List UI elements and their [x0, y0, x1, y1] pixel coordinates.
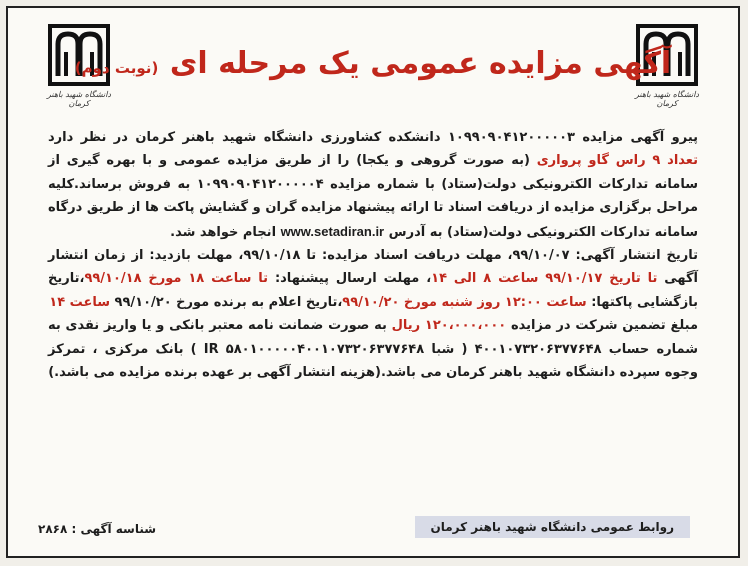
dates-opening-time: ساعت ۱۲:۰۰ روز شنبه مورخ ۹۹/۱۰/۲۰ [342, 294, 587, 310]
intro-details: (به صورت گروهی و یکجا) را از طریق مزایده عمومی و با بهره گیری از سامانه تدارکات الکترونیکی دولت(ستاد) با شماره مزایده ۱۰۹۹۰۹۰۴۱۲۰۰۰۰۰۴ به فروش برساند.کلیه مراحل برگزاری مزایده از دریافت اسناد تا ارائه پیشنهاد مزایده گران و گشایش پاکت ها از طریق درگاه سامانه تدارکات الکترونیکی دولت(ستاد) به آدرس [48, 153, 699, 240]
dates-visit-time: تا تاریخ ۹۹/۱۰/۱۷ ساعت ۸ الی ۱۴ [431, 271, 658, 287]
intro-text: پیرو آگهی مزایده ۱۰۹۹۰۹۰۴۱۲۰۰۰۰۰۳ دانشکده کشاورزی دانشگاه شهید باهنر کرمان در نظر دارد [48, 130, 699, 145]
dates-announce-label: ،تاریخ اعلام به برنده مورخ ۹۹/۱۰/۲۰ [114, 294, 343, 310]
setad-url-link[interactable]: www.setadiran.ir [280, 223, 385, 239]
page-title [8, 46, 738, 81]
dates-announce-time: ساعت ۱۴ [49, 294, 110, 310]
advertisement-frame [6, 6, 740, 558]
dates-offer-deadline: تا ساعت ۱۸ مورخ ۹۹/۱۰/۱۸ [84, 271, 269, 287]
intro-highlight: تعداد ۹ راس گاو پرواری [536, 153, 699, 169]
dates-opening-label: ،تاریخ بازگشایی پاکتها: [48, 271, 698, 310]
guarantee-details: به صورت ضمانت نامه معتبر بانکی و یا واریز نقدی به شماره حساب ۴۰۰۱۰۷۳۲۰۶۳۷۷۶۴۸ ( شبا IR ۵۸۰۱۰۰۰۰۰۴۰۰۱۰۷۳۲۰۶۳۷۷۶۴۸ ) بانک مرکزی ، تمرکز وجوه سپرده دانشگاه شهید باهنر کرمان می باشد.(هزینه انتشار آگهی بر عهده برنده مزایده می باشد.) [48, 318, 698, 381]
guarantee-label: مبلغ تضمین شرکت در مزایده [510, 318, 698, 334]
dates-publish: تاریخ انتشار آگهی: ۹۹/۱۰/۰۷، مهلت دریافت اسناد مزایده: تا ۹۹/۱۰/۱۸، مهلت بازدید: از زمان انتشار آگهی [48, 248, 699, 287]
publisher-label: روابط عمومی دانشگاه شهید باهنر کرمان [415, 516, 691, 538]
logo-caption: دانشگاه شهید باهنر کرمان [47, 90, 111, 108]
paragraph-intro [48, 126, 698, 244]
intro-end: انجام خواهد شد. [170, 224, 277, 240]
ad-id-label: شناسه آگهی : ۲۸۶۸ [38, 522, 157, 536]
guarantee-amount: ۱۲۰،۰۰۰،۰۰۰ ریال [391, 318, 507, 334]
title-main: آگهی مزایده عمومی یک مرحله ای [169, 46, 672, 81]
dates-offer-label: ، مهلت ارسال پیشنهاد: [274, 271, 432, 287]
paragraph-dates [48, 244, 698, 314]
announcement-body [48, 126, 698, 384]
title-subtitle: (نوبت دوم) [74, 59, 159, 77]
paragraph-guarantee [48, 314, 698, 384]
logo-caption: دانشگاه شهید باهنر کرمان [635, 90, 699, 108]
